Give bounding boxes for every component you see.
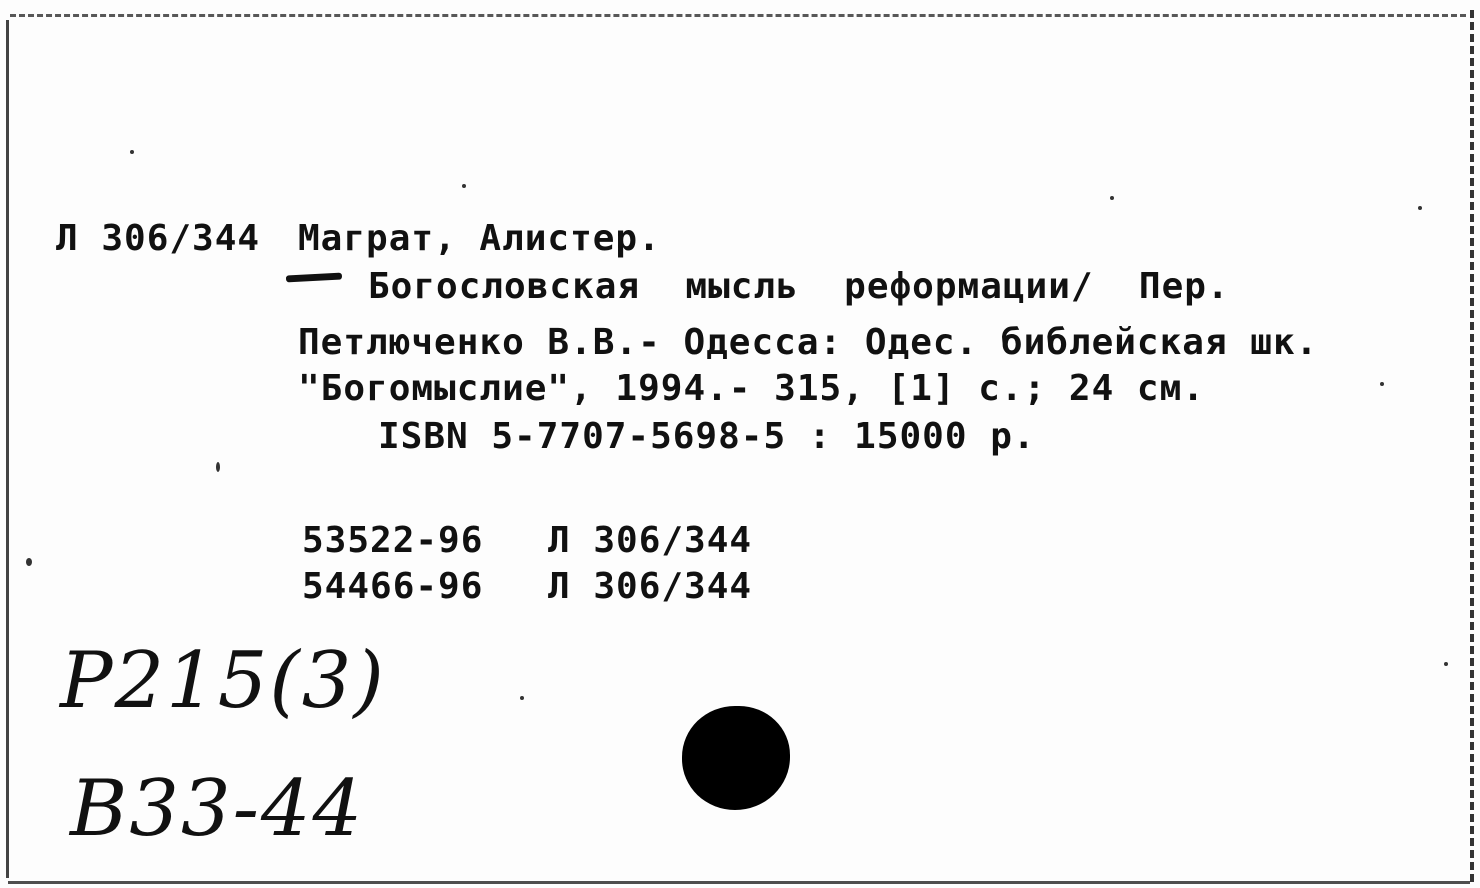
speck [216,462,220,472]
speck [26,558,32,566]
publication-line: Петлюченко В.В.- Одесса: Одес. библейская шк. [298,322,1319,363]
speck [1380,382,1384,386]
card-border-left [6,20,9,878]
title-line: Богословская мысль реформации/ Пер. [368,266,1230,307]
dash-mark [286,273,342,283]
speck [1444,662,1448,666]
speck [520,696,524,700]
inventory-number: 54466-96 [302,566,484,607]
speck [1418,206,1422,210]
punch-hole [682,706,790,810]
speck [1110,196,1114,200]
handwritten-code: B33-44 [70,764,365,854]
handwritten-classification: P215(3) [60,636,386,726]
isbn-line: ISBN 5-7707-5698-5 : 15000 р. [378,416,1036,457]
call-number: Л 306/344 [56,218,261,259]
card-border-bottom [8,881,1470,884]
author-heading: Маграт, Алистер. [298,218,661,259]
speck [130,150,134,154]
physical-description-line: "Богомыслие", 1994.- 315, [1] с.; 24 см. [298,368,1205,409]
inventory-shelf: Л 306/344 [548,566,753,607]
card-border-right [1470,10,1474,882]
inventory-number: 53522-96 [302,520,484,561]
card-border-top [10,14,1466,17]
speck [462,184,466,188]
inventory-shelf: Л 306/344 [548,520,753,561]
